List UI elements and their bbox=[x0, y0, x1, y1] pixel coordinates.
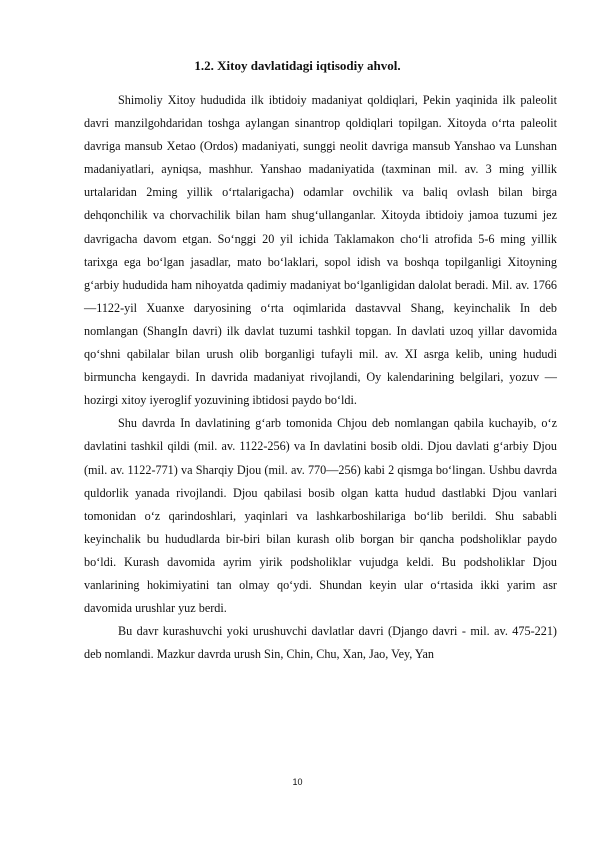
paragraph-1: Shimoliy Xitoy hududida ilk ibtidoiy madaniyat qoldiqlari, Pekin yaqinida ilk paleolit davri manzilgohdaridan toshga aylangan sinantrop qoldiqlari topilgan. Xitoyda o‘rta paleolit davriga mansub Xetao (Ordos) madaniyati, sunggi neolit davriga mansub Yanshao va Lunshan madaniyatlari, ayniqsa, mashhur. Yanshao madaniyatida (taxminan mil. av. 3 ming yillik urtalaridan 2ming yillik o‘rtalarigacha) odamlar ovchilik va baliq ovlash bilan birga dehqonchilik va chorvachilik bilan ham shug‘ullanganlar. Xitoyda ibtidoiy jamoa tuzumi jez davrigacha davom etgan. So‘nggi 20 yil ichida Taklamakon cho‘li atrofida 5-6 ming yillik tarixga ega bo‘lgan jasadlar, mato bo‘laklari, sopol idish va boshqa topilganligi Xitoyning g‘arbiy hududida ham nihoyatda qadimiy madaniyat bo‘lganligidan dalolat beradi. Mil. av. 1766—1122-yil Xuanxe daryosining o‘rta oqimlarida dastavval Shang, keyinchalik In deb nomlangan (ShangIn davri) ilk davlat tuzumi tashkil topgan. In davlati uzoq yillar davomida qo‘shni qabilalar bilan urush olib borganligi tufayli mil. av. XI asrga kelib, uning hududi birmuncha kengaydi. In davrida madaniyat rivojlandi, Oy kalendarining belgilari, yozuv — hozirgi xitoy iyeroglif yozuvining ibtidosi paydo bo‘ldi. bbox=[84, 93, 557, 408]
page-number: 10 bbox=[292, 777, 303, 787]
paragraph-3: Bu davr kurashuvchi yoki urushuvchi davlatlar davri (Django davri - mil. av. 475-221) deb nomlandi. Mazkur davrda urush Sin, Chin, Chu, Xan, Jao, Vey, Yan bbox=[84, 624, 557, 662]
paragraph-2: Shu davrda In davlatining g‘arb tomonida Chjou deb nomlangan qabila kuchayib, o‘z davlatini tashkil qildi (mil. av. 1122-256) va In davlatini bosib oldi. Djou davlati g‘arbiy Djou (mil. av. 1122-771) va Sharqiy Djou (mil. av. 770—256) kabi 2 qismga bo‘lingan. Ushbu davrda quldorlik yanada rivojlandi. Djou qabilasi bosib olgan katta hudud dastlabki Djou vanlari tomonidan o‘z qarindoshlari, yaqinlari va lashkarboshilariga bo‘lib berildi. Shu sababli keyinchalik bu hududlarda bir-biri bilan kurash olib borgan bir qancha podsholiklar paydo bo‘ldi. Kurash davomida ayrim yirik podsholiklar vujudga keldi. Bu podsholiklar Djou vanlarining hokimiyatini tan olmay qo‘ydi. Shundan keyin ular o‘rtasida ikki yarim asr davomida urushlar yuz berdi. bbox=[84, 416, 557, 616]
section-heading: 1.2. Xitoy davlatidagi iqtisodiy ahvol. bbox=[194, 58, 401, 73]
body-text bbox=[84, 89, 557, 666]
